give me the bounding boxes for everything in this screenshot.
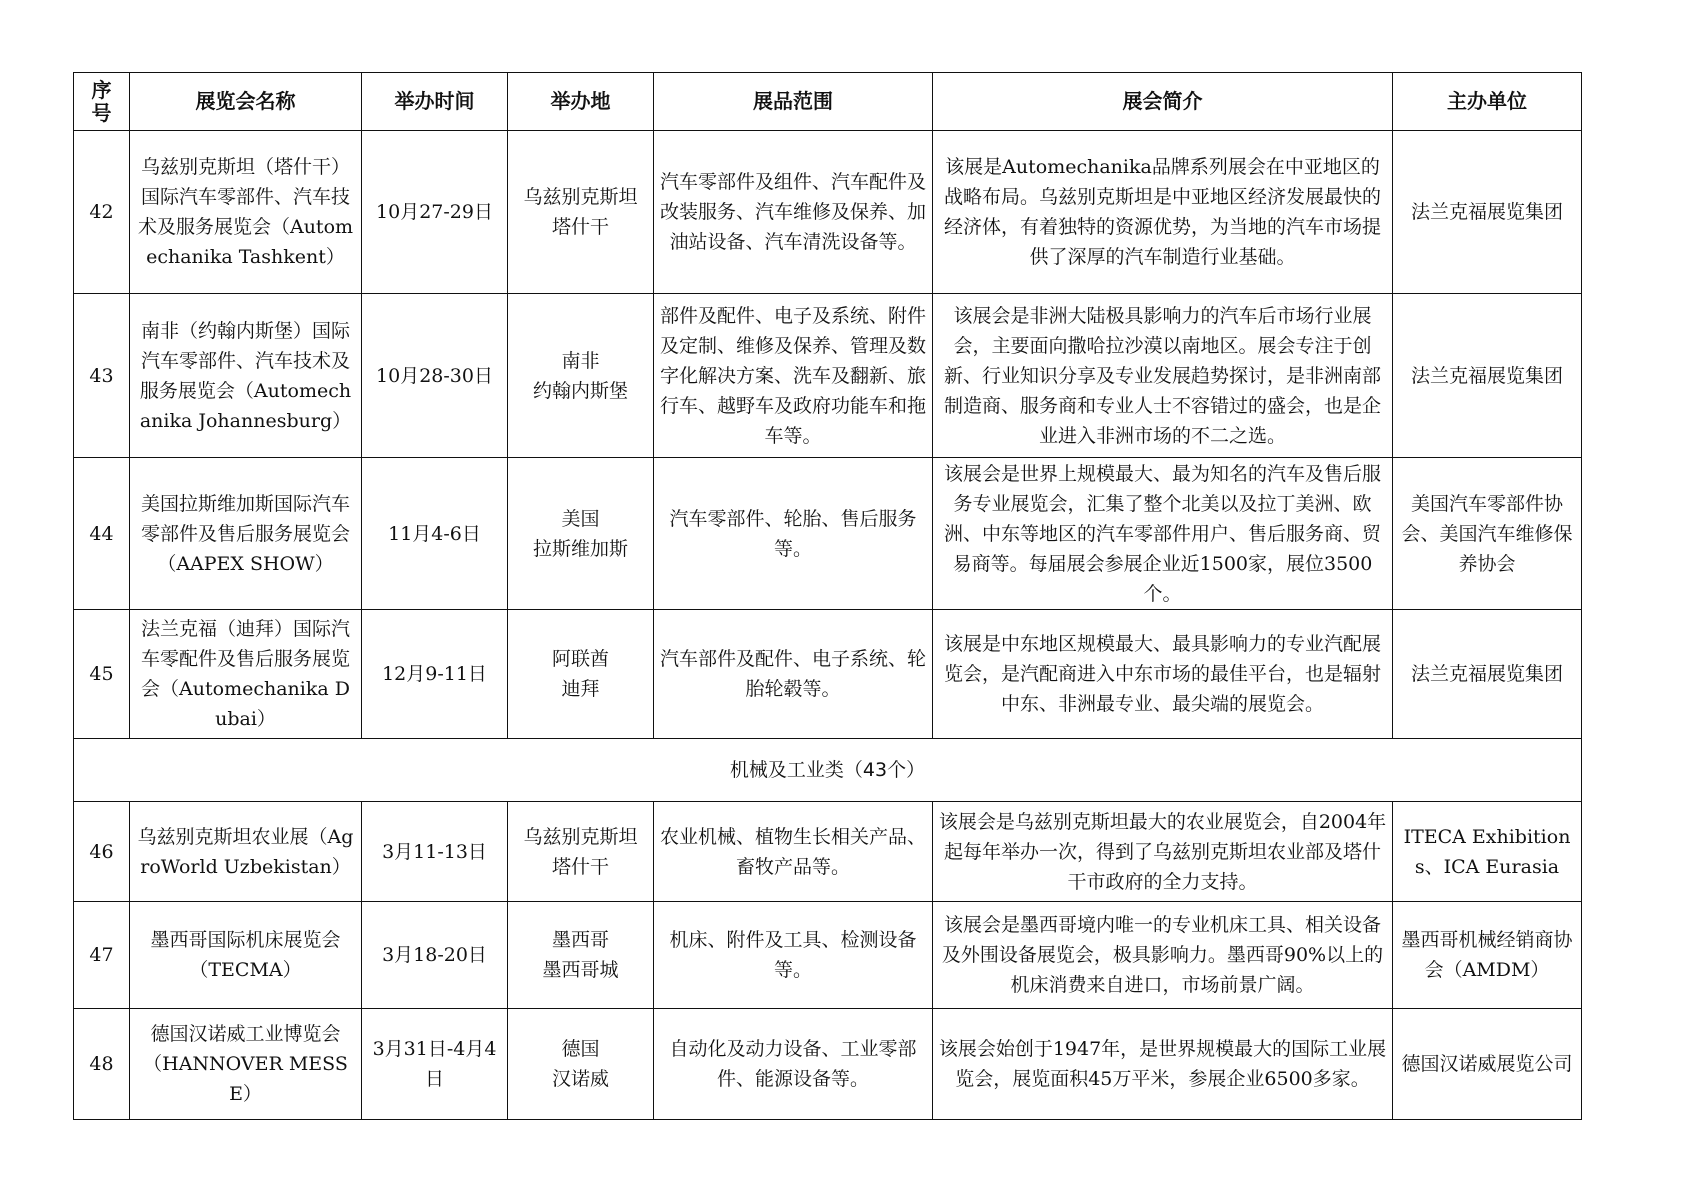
- cell-scope: 机床、附件及工具、检测设备等。: [654, 902, 933, 1009]
- cell-organizer: 法兰克福展览集团: [1393, 294, 1582, 458]
- cell-time: 10月28-30日: [362, 294, 508, 458]
- cell-no: 43: [74, 294, 130, 458]
- header-organizer: 主办单位: [1393, 73, 1582, 131]
- cell-time: 10月27-29日: [362, 131, 508, 294]
- header-name: 展览会名称: [130, 73, 362, 131]
- cell-name: 乌兹别克斯坦（塔什干）国际汽车零部件、汽车技术及服务展览会（Automechanika Tashkent）: [130, 131, 362, 294]
- cell-organizer: ITECA Exhibitions、ICA Eurasia: [1393, 802, 1582, 902]
- cell-time: 3月11-13日: [362, 802, 508, 902]
- cell-organizer: 法兰克福展览集团: [1393, 131, 1582, 294]
- cell-time: 3月31日-4月4日: [362, 1009, 508, 1120]
- cell-organizer: 法兰克福展览集团: [1393, 610, 1582, 739]
- cell-scope: 农业机械、植物生长相关产品、畜牧产品等。: [654, 802, 933, 902]
- cell-no: 48: [74, 1009, 130, 1120]
- cell-place: 德国 汉诺威: [508, 1009, 654, 1120]
- cell-place: 南非 约翰内斯堡: [508, 294, 654, 458]
- exhibition-table: [73, 72, 1582, 1120]
- header-row: [74, 73, 1582, 131]
- cell-organizer: 德国汉诺威展览公司: [1393, 1009, 1582, 1120]
- header-no: 序号: [74, 73, 130, 131]
- cell-intro: 该展会始创于1947年，是世界规模最大的国际工业展览会，展览面积45万平米，参展企业6500多家。: [933, 1009, 1393, 1120]
- cell-no: 46: [74, 802, 130, 902]
- table-row: [74, 1009, 1582, 1120]
- cell-time: 12月9-11日: [362, 610, 508, 739]
- table-row: [74, 294, 1582, 458]
- cell-scope: 汽车零部件及组件、汽车配件及改装服务、汽车维修及保养、加油站设备、汽车清洗设备等。: [654, 131, 933, 294]
- cell-intro: 该展会是墨西哥境内唯一的专业机床工具、相关设备及外围设备展览会，极具影响力。墨西哥90%以上的机床消费来自进口，市场前景广阔。: [933, 902, 1393, 1009]
- cell-place: 美国 拉斯维加斯: [508, 458, 654, 610]
- header-intro: 展会简介: [933, 73, 1393, 131]
- table-row: [74, 902, 1582, 1009]
- cell-no: 47: [74, 902, 130, 1009]
- cell-organizer: 墨西哥机械经销商协会（AMDM）: [1393, 902, 1582, 1009]
- table-row: [74, 610, 1582, 739]
- cell-time: 3月18-20日: [362, 902, 508, 1009]
- cell-name: 美国拉斯维加斯国际汽车零部件及售后服务展览会（AAPEX SHOW）: [130, 458, 362, 610]
- cell-no: 42: [74, 131, 130, 294]
- cell-time: 11月4-6日: [362, 458, 508, 610]
- cell-place: 阿联酋 迪拜: [508, 610, 654, 739]
- cell-intro: 该展会是非洲大陆极具影响力的汽车后市场行业展会，主要面向撒哈拉沙漠以南地区。展会专注于创新、行业知识分享及专业发展趋势探讨，是非洲南部制造商、服务商和专业人士不容错过的盛会，也是企业进入非洲市场的不二之选。: [933, 294, 1393, 458]
- cell-scope: 部件及配件、电子及系统、附件及定制、维修及保养、管理及数字化解决方案、洗车及翻新、旅行车、越野车及政府功能车和拖车等。: [654, 294, 933, 458]
- cell-intro: 该展是中东地区规模最大、最具影响力的专业汽配展览会，是汽配商进入中东市场的最佳平台，也是辐射中东、非洲最专业、最尖端的展览会。: [933, 610, 1393, 739]
- cell-scope: 汽车零部件、轮胎、售后服务等。: [654, 458, 933, 610]
- cell-intro: 该展会是乌兹别克斯坦最大的农业展览会，自2004年起每年举办一次，得到了乌兹别克斯坦农业部及塔什干市政府的全力支持。: [933, 802, 1393, 902]
- cell-name: 乌兹别克斯坦农业展（AgroWorld Uzbekistan）: [130, 802, 362, 902]
- table-row: [74, 802, 1582, 902]
- cell-no: 44: [74, 458, 130, 610]
- cell-name: 墨西哥国际机床展览会（TECMA）: [130, 902, 362, 1009]
- cell-name: 法兰克福（迪拜）国际汽车零配件及售后服务展览会（Automechanika Dubai）: [130, 610, 362, 739]
- table-row: [74, 131, 1582, 294]
- header-time: 举办时间: [362, 73, 508, 131]
- cell-organizer: 美国汽车零部件协会、美国汽车维修保养协会: [1393, 458, 1582, 610]
- cell-intro: 该展是Automechanika品牌系列展会在中亚地区的战略布局。乌兹别克斯坦是中亚地区经济发展最快的经济体，有着独特的资源优势，为当地的汽车市场提供了深厚的汽车制造行业基础。: [933, 131, 1393, 294]
- cell-no: 45: [74, 610, 130, 739]
- cell-place: 乌兹别克斯坦 塔什干: [508, 131, 654, 294]
- section-title: 机械及工业类（43个）: [74, 739, 1582, 802]
- cell-place: 墨西哥 墨西哥城: [508, 902, 654, 1009]
- cell-name: 南非（约翰内斯堡）国际汽车零部件、汽车技术及服务展览会（Automechanika Johannesburg）: [130, 294, 362, 458]
- cell-intro: 该展会是世界上规模最大、最为知名的汽车及售后服务专业展览会，汇集了整个北美以及拉丁美洲、欧洲、中东等地区的汽车零部件用户、售后服务商、贸易商等。每届展会参展企业近1500家，展位3500个。: [933, 458, 1393, 610]
- cell-place: 乌兹别克斯坦 塔什干: [508, 802, 654, 902]
- header-scope: 展品范围: [654, 73, 933, 131]
- cell-scope: 自动化及动力设备、工业零部件、能源设备等。: [654, 1009, 933, 1120]
- header-place: 举办地: [508, 73, 654, 131]
- table-row: [74, 458, 1582, 610]
- section-row: [74, 739, 1582, 802]
- cell-scope: 汽车部件及配件、电子系统、轮胎轮毂等。: [654, 610, 933, 739]
- cell-name: 德国汉诺威工业博览会（HANNOVER MESSE）: [130, 1009, 362, 1120]
